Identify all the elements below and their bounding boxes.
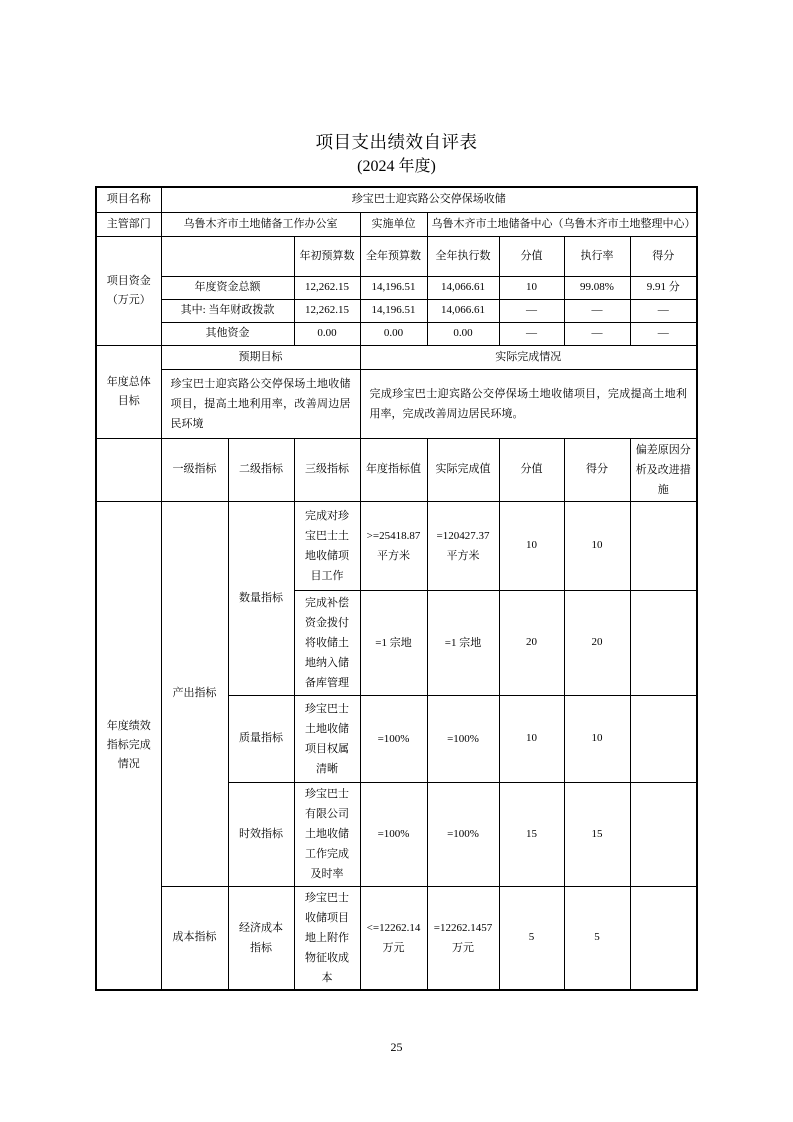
indicator-header-cell: 偏差原因分析及改进措施 [630, 438, 697, 501]
indicator-header-spacer-cell [96, 438, 161, 501]
department-row [96, 212, 697, 236]
funds-value-cell: — [499, 299, 564, 322]
goals-header-row [96, 345, 697, 369]
level3-indicator-cell: 完成对珍宝巴士土地收储项目工作 [294, 501, 360, 590]
doc-title: 项目支出绩效自评表 [315, 132, 478, 152]
points-cell: 10 [499, 501, 564, 590]
funds-value-cell: — [499, 322, 564, 345]
indicator-header-cell: 年度指标值 [360, 438, 427, 501]
funds-value-cell: 10 [499, 276, 564, 299]
indicator-header-cell: 二级指标 [228, 438, 294, 501]
level1-indicator-cell: 成本指标 [161, 886, 228, 990]
goals-text-row [96, 369, 697, 438]
deviation-cell [630, 590, 697, 695]
indicator-header-cell: 实际完成值 [427, 438, 499, 501]
funds-total-row [96, 276, 697, 299]
funds-fiscal-row [96, 299, 697, 322]
expected-goal-text-cell: 珍宝巴士迎宾路公交停保场土地收储项目，提高土地利用率，改善周边居民环境 [161, 369, 360, 438]
funds-value-cell: 0.00 [294, 322, 360, 345]
project-name-value-cell: 珍宝巴士迎宾路公交停保场收储 [161, 187, 697, 212]
funds-header-row [96, 236, 697, 276]
score-cell: 20 [564, 590, 630, 695]
score-cell: 15 [564, 782, 630, 886]
funds-other-row [96, 322, 697, 345]
funds-value-cell: 14,066.61 [427, 276, 499, 299]
points-cell: 5 [499, 886, 564, 990]
indicators-section-label-cell: 年度绩效指标完成情况 [96, 501, 161, 990]
project-name-row [96, 187, 697, 212]
actual-value-cell: =12262.1457 万元 [427, 886, 499, 990]
funds-value-cell: — [630, 322, 697, 345]
funds-header-cell: 得分 [630, 236, 697, 276]
funds-value-cell: 0.00 [427, 322, 499, 345]
funds-label-cell: 其他资金 [161, 322, 294, 345]
deviation-cell [630, 782, 697, 886]
annual-target-cell: =100% [360, 782, 427, 886]
actual-value-cell: =1 宗地 [427, 590, 499, 695]
actual-value-cell: =120427.37 平方米 [427, 501, 499, 590]
funds-value-cell: — [564, 322, 630, 345]
points-cell: 20 [499, 590, 564, 695]
funds-value-cell: 0.00 [360, 322, 427, 345]
indicator-row [96, 886, 697, 990]
level2-indicator-cell: 数量指标 [228, 501, 294, 695]
funds-value-cell: 12,262.15 [294, 299, 360, 322]
actual-completion-text-cell: 完成珍宝巴士迎宾路公交停保场土地收储项目，完成提高土地利用率，完成改善周边居民环境。 [360, 369, 697, 438]
funds-value-cell: — [564, 299, 630, 322]
indicator-header-cell: 得分 [564, 438, 630, 501]
funds-header-cell: 全年执行数 [427, 236, 499, 276]
funds-value-cell: 14,066.61 [427, 299, 499, 322]
expected-goal-header-cell: 预期目标 [161, 345, 360, 369]
funds-header-cell: 年初预算数 [294, 236, 360, 276]
actual-completion-header-cell: 实际完成情况 [360, 345, 697, 369]
funds-value-cell: 14,196.51 [360, 299, 427, 322]
level3-indicator-cell: 珍宝巴士有限公司土地收储工作完成及时率 [294, 782, 360, 886]
performance-self-evaluation-table [95, 186, 698, 991]
funds-value-cell: 12,262.15 [294, 276, 360, 299]
funds-header-cell: 全年预算数 [360, 236, 427, 276]
funds-header-spacer-cell [161, 236, 294, 276]
actual-value-cell: =100% [427, 695, 499, 782]
goals-section-label-cell: 年度总体目标 [96, 345, 161, 438]
deviation-cell [630, 695, 697, 782]
indicator-header-cell: 一级指标 [161, 438, 228, 501]
funds-section-label-cell: 项目资金（万元） [96, 236, 161, 345]
funds-value-cell: — [630, 299, 697, 322]
level2-indicator-cell: 质量指标 [228, 695, 294, 782]
implement-unit-value-cell: 乌鲁木齐市土地储备中心（乌鲁木齐市土地整理中心） [427, 212, 697, 236]
score-cell: 10 [564, 695, 630, 782]
score-cell: 5 [564, 886, 630, 990]
annual-target-cell: =1 宗地 [360, 590, 427, 695]
level3-indicator-cell: 珍宝巴士收储项目地上附作物征收成本 [294, 886, 360, 990]
indicator-header-cell: 分值 [499, 438, 564, 501]
funds-value-cell: 14,196.51 [360, 276, 427, 299]
project-name-label-cell: 项目名称 [96, 187, 161, 212]
deviation-cell [630, 501, 697, 590]
level3-indicator-cell: 完成补偿资金拨付将收储土地纳入储备库管理 [294, 590, 360, 695]
department-label-cell: 主管部门 [96, 212, 161, 236]
annual-target-cell: =100% [360, 695, 427, 782]
indicator-header-cell: 三级指标 [294, 438, 360, 501]
department-value-cell: 乌鲁木齐市土地储备工作办公室 [161, 212, 360, 236]
level2-indicator-cell: 时效指标 [228, 782, 294, 886]
funds-value-cell: 9.91 分 [630, 276, 697, 299]
actual-value-cell: =100% [427, 782, 499, 886]
indicator-row [96, 501, 697, 590]
level3-indicator-cell: 珍宝巴士土地收储项目权属清晰 [294, 695, 360, 782]
funds-label-cell: 年度资金总额 [161, 276, 294, 299]
indicator-header-row [96, 438, 697, 501]
points-cell: 15 [499, 782, 564, 886]
score-cell: 10 [564, 501, 630, 590]
level2-indicator-cell: 经济成本指标 [228, 886, 294, 990]
funds-header-cell: 分值 [499, 236, 564, 276]
annual-target-cell: <=12262.14 万元 [360, 886, 427, 990]
doc-subtitle: (2024 年度) [357, 158, 436, 175]
page-number: 25 [390, 1040, 403, 1054]
level1-indicator-cell: 产出指标 [161, 501, 228, 886]
funds-header-cell: 执行率 [564, 236, 630, 276]
annual-target-cell: >=25418.87 平方米 [360, 501, 427, 590]
points-cell: 10 [499, 695, 564, 782]
deviation-cell [630, 886, 697, 990]
funds-label-cell: 其中: 当年财政拨款 [161, 299, 294, 322]
funds-value-cell: 99.08% [564, 276, 630, 299]
implement-unit-label-cell: 实施单位 [360, 212, 427, 236]
